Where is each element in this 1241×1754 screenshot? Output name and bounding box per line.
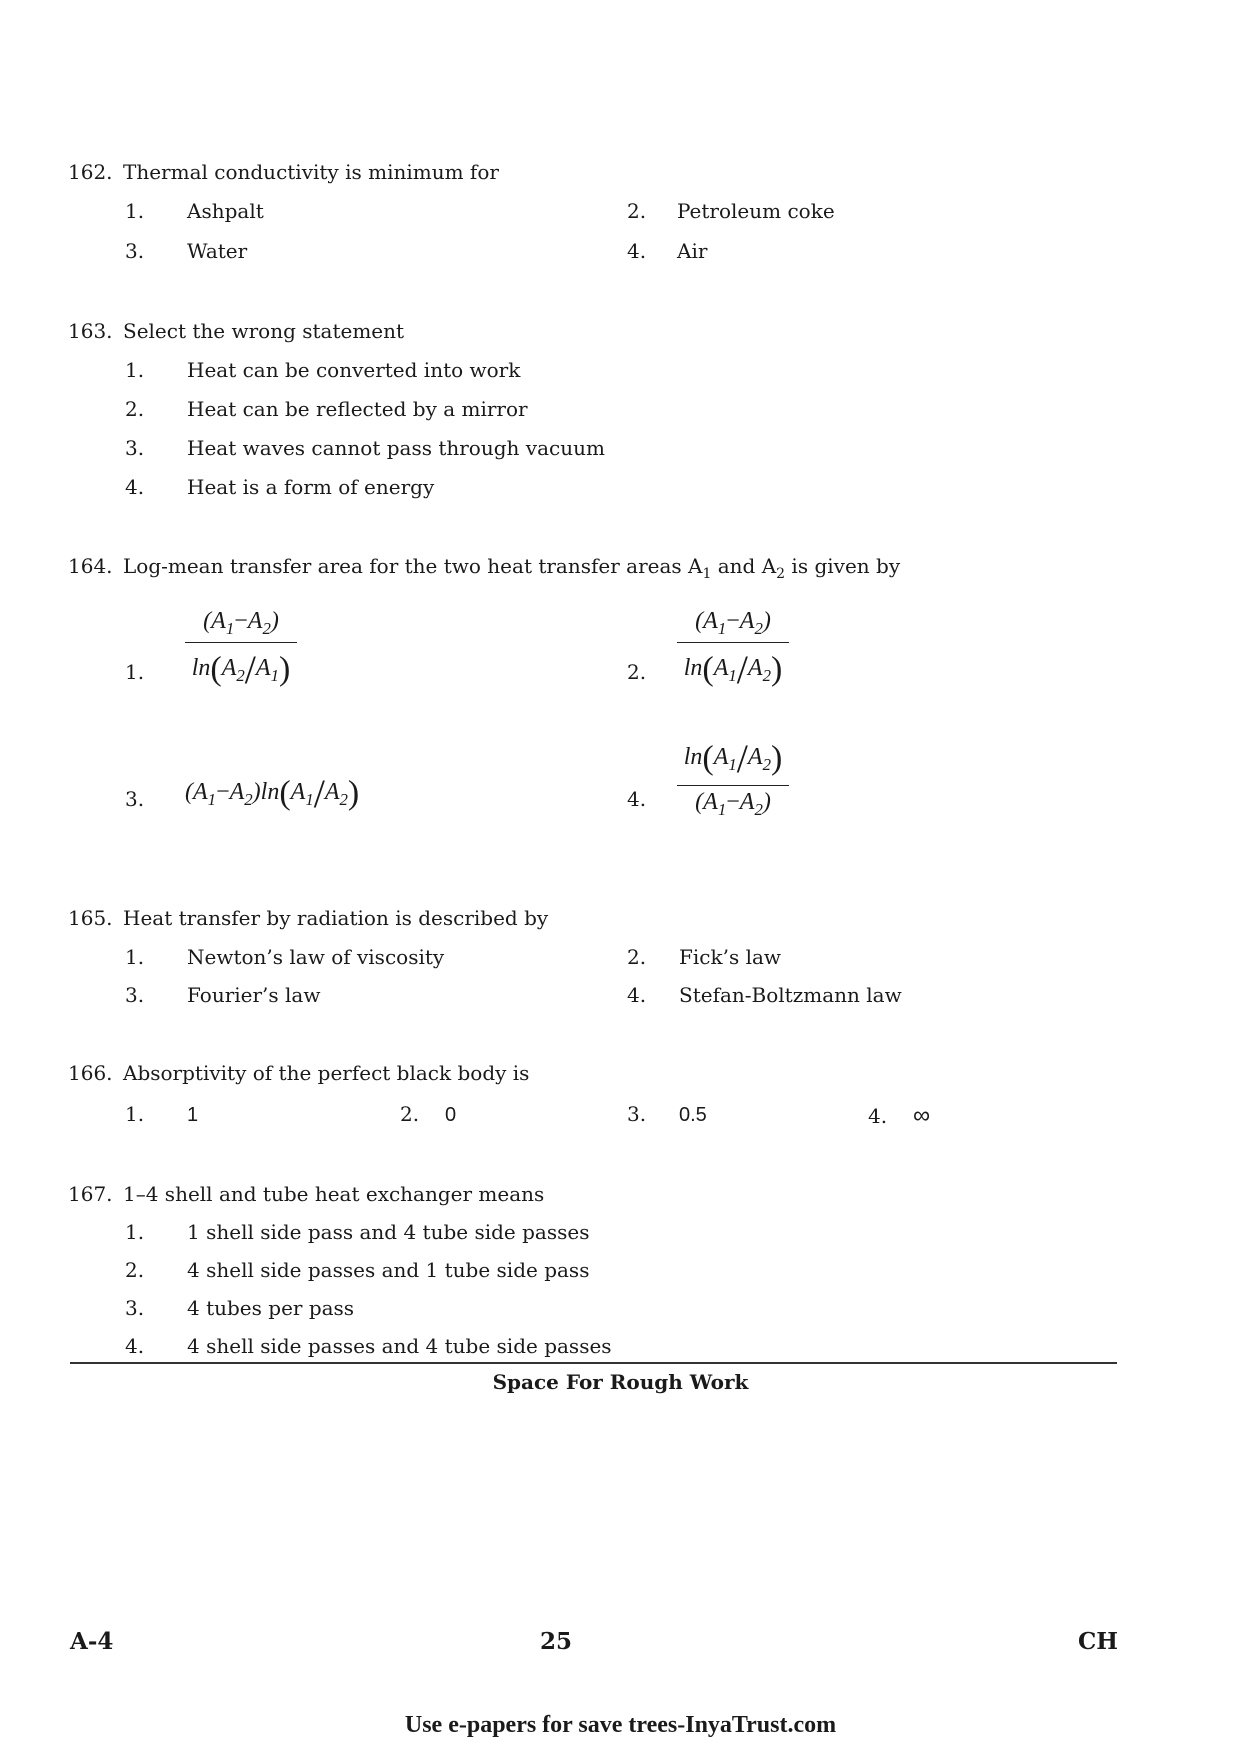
option-165-1[interactable]: 1. Newton’s law of viscosity [125, 945, 445, 969]
question-text-a: Log-mean transfer area for the two heat transfer areas A [123, 554, 703, 578]
question-text: Select the wrong statement [123, 319, 405, 343]
question-number: 164. [68, 554, 113, 578]
option-162-4[interactable]: 4. Air [627, 239, 708, 263]
question-number: 166. [68, 1061, 113, 1085]
question-text: Thermal conductivity is minimum for [123, 160, 499, 184]
option-162-1[interactable]: 1. Ashpalt [125, 199, 264, 223]
question-167 [68, 1182, 1128, 1206]
question-163 [68, 319, 1128, 343]
question-number: 162. [68, 160, 113, 184]
option-164-1[interactable]: 1. [125, 660, 145, 684]
option-166-3[interactable]: 3. 0.5 [627, 1102, 707, 1126]
option-167-4[interactable]: 4. 4 shell side passes and 4 tube side passes [125, 1334, 612, 1358]
option-162-3[interactable]: 3. Water [125, 239, 248, 263]
option-165-3[interactable]: 3. Fourier’s law [125, 983, 321, 1007]
option-166-4[interactable]: 4. ∞ [868, 1102, 931, 1129]
option-163-3[interactable]: 3. Heat waves cannot pass through vacuum [125, 436, 605, 460]
option-162-2[interactable]: 2. Petroleum coke [627, 199, 835, 223]
question-166 [68, 1061, 1128, 1085]
option-167-3[interactable]: 3. 4 tubes per pass [125, 1296, 355, 1320]
footer-left: A-4 [70, 1628, 114, 1655]
footer-right: CH [1078, 1628, 1119, 1655]
option-166-2[interactable]: 2. 0 [400, 1102, 457, 1126]
question-text: Absorptivity of the perfect black body is [123, 1061, 530, 1085]
footer-banner: Use e-papers for save trees-InyaTrust.com [404, 1712, 837, 1738]
option-164-3[interactable]: 3. [125, 787, 145, 811]
option-165-2[interactable]: 2. Fick’s law [627, 945, 782, 969]
formula-164-3: $(A_1-A_2)\ln(A_1/A_2)$ [185, 771, 360, 816]
option-163-4[interactable]: 4. Heat is a form of energy [125, 475, 435, 499]
question-number: 167. [68, 1182, 113, 1206]
option-165-4[interactable]: 4. Stefan-Boltzmann law [627, 983, 902, 1007]
question-164: 164. Log-mean transfer area for the two heat transfer areas $A_1$ and $A_2$ is given by [68, 554, 901, 582]
option-167-1[interactable]: 1. 1 shell side pass and 4 tube side passes [125, 1220, 590, 1244]
question-165 [68, 906, 1128, 930]
formula-164-2: $(A_1-A_2)$ $\ln(A_1/A_2)$ [677, 608, 789, 693]
question-number: 163. [68, 319, 113, 343]
option-163-2[interactable]: 2. Heat can be reflected by a mirror [125, 397, 528, 421]
page-number: 25 [540, 1628, 573, 1655]
option-164-2[interactable]: 2. [627, 660, 647, 684]
option-167-2[interactable]: 2. 4 shell side passes and 1 tube side pass [125, 1258, 590, 1282]
option-163-1[interactable]: 1. Heat can be converted into work [125, 358, 521, 382]
formula-164-4: $\ln(A_1/A_2)$ $(A_1-A_2)$ [677, 735, 789, 820]
option-166-1[interactable]: 1. 1 [125, 1102, 199, 1126]
option-164-4[interactable]: 4. [627, 787, 647, 811]
question-162 [68, 160, 1128, 184]
divider [70, 1362, 1117, 1364]
formula-164-1: $(A_1-A_2)$ $\ln(A_2/A_1)$ [185, 608, 297, 693]
question-text: Heat transfer by radiation is described by [123, 906, 549, 930]
rough-work-label: Space For Rough Work [492, 1370, 749, 1394]
question-number: 165. [68, 906, 113, 930]
question-text: 1–4 shell and tube heat exchanger means [123, 1182, 545, 1206]
